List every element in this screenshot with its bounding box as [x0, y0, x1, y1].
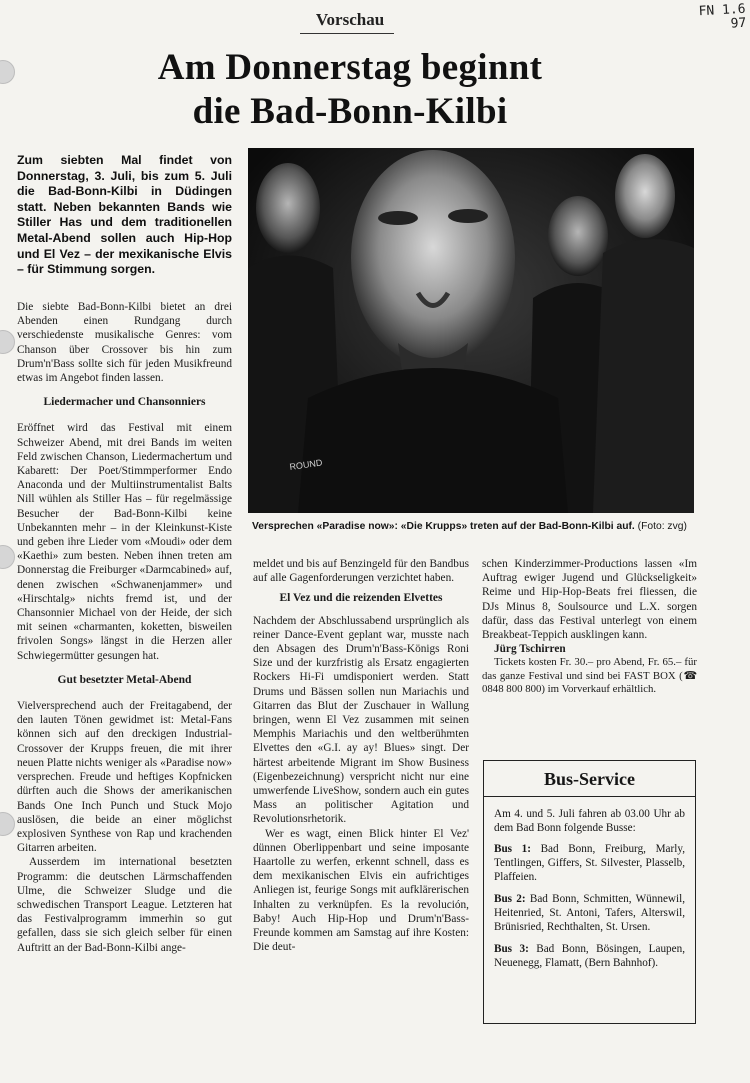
headline-line-2: die Bad-Bonn-Kilbi — [192, 91, 508, 132]
paragraph-metal-1: Vielversprechend auch der Freitagabend, der den lauten Tönen gewidmet ist: Metal-Fans können sich auf den dreckigen Industrial-Crossover der Krupps freuen, die mit ihrer neuen Platte nichts weniger als «Paradise now» versprechen. Freude und heftiges Kopfnicken dürften auch die Shows der amerikanischen Bands One Inch Punch und Stuck Mojo auslösen, die beide an einer möglichst explosiven Synthese von Rap und krachenden Gitarren arbeiten. — [17, 700, 232, 855]
bus-service-box — [483, 760, 696, 1024]
punch-hole — [0, 545, 15, 569]
bus-service-intro: Am 4. und 5. Juli fahren ab 03.00 Uhr ab dem Bad Bonn folgende Busse: — [494, 808, 685, 834]
section-kicker: Vorschau — [315, 10, 385, 29]
lead-paragraph: Zum siebten Mal findet von Donnerstag, 3. Juli, bis zum 5. Juli die Bad-Bonn-Kilbi in Düdingen statt. Neben bekannten Bands wie Stiller Has und dem traditionellen Metal-Abend sollen auch Hip-Hop und El Vez – der mexikanische Elvis – für Stimmung sorgen. — [17, 153, 232, 277]
column-1 — [17, 300, 232, 955]
paragraph-el-vez-1: Nachdem der Abschlussabend ursprünglich als reiner Dance-Event geplant war, musste nach den Absagen des Drum'n'Bass-Königs Roni Size und der kurzfristig als Ersatz engagierten Rockers Hi-Fi umdisponiert werden. Statt Drums und Bässen sollen nun Mariachis und Gitarren das Blut der Zuschauer in Wallung bringen, wenn El Vez zusammen mit seinen Memphis Mariachis und den weltberühmten Elvettes den «G.I. ay ay! Blues» singt. Der härtest arbeitende Migrant im Show Business (Eigenbezeichnung) verspricht nicht nur eine umwerfende LiveShow, sondern auch ein gutes Mass an politischer Agitation und Revolutionsrhetorik. — [253, 614, 469, 826]
caption-text: Versprechen «Paradise now»: «Die Krupps» treten auf der Bad-Bonn-Kilbi auf. — [252, 521, 635, 532]
paragraph-continued-3: schen Kinderzimmer-Productions lassen «Im Auftrag ewiger Jugend und Glückseligkeit» Reime und Hip-Hop-Beats frei fliessen, die DJs Minus 8, Soulsource und L.X. sorgen dafür, dass das Festival unterlegt von einem Breakbeat-Teppich ausklingen kann. — [482, 558, 697, 642]
punch-hole — [0, 812, 15, 836]
paragraph-metal-2: Ausserdem im international besetzten Programm: die deutschen Lärmschaffenden Ulme, die Schweizer Sludge und die schwedischen Transport League. Letzteren hat das Festivalprogramm immerhin so gut gefallen, dass sie sich gleich selber für einen Auftritt an der Bad-Bonn-Kilbi ange- — [17, 856, 232, 954]
paragraph-el-vez-2: Wer es wagt, einen Blick hinter El Vez' dünnen Oberlippenbart und seine imposante Haartolle zu werfen, erkennt schnell, dass es dem mexikanischen Elvis ein aufrichtiges Anliegen ist, feurige Songs mit aufklärerischen Inhalten zu verknüpfen. Es la revolución, Baby! Auch Hip-Hop und Drum'n'Bass-Freunde kommen am Samstag auf ihre Kosten: Die deut- — [253, 827, 469, 954]
bus-route-1 — [494, 842, 685, 884]
author-byline: Jürg Tschirren — [494, 643, 566, 656]
intro-paragraph: Die siebte Bad-Bonn-Kilbi bietet an drei Abenden einen Rundgang durch verschiedenste musikalische Genres: vom Chanson über Crossover bis hin zum Drum'n'Bass sollte sich für jeden Musikfreund etwas im Angebot finden lassen. — [17, 301, 232, 385]
kicker-underline — [300, 33, 394, 34]
handwritten-note: FN 1.6 97 — [698, 1, 747, 32]
headline-line-1: Am Donnerstag beginnt — [157, 47, 543, 88]
shirt-print-text: ROUND — [288, 457, 323, 472]
band-photo-graphic — [248, 148, 694, 513]
punch-hole — [0, 60, 15, 84]
bus-route-stops: Bad Bonn, Bösingen, Laupen, Neuenegg, Flamatt, (Bern Bahnhof). — [494, 943, 686, 969]
ticket-info: Tickets kosten Fr. 30.– pro Abend, Fr. 65.– für das ganze Festival und sind bei FAST BOX (☎ 0848 800 800) im Vorverkauf erhältlich. — [482, 656, 697, 695]
caption-credit: (Foto: zvg) — [637, 521, 687, 532]
subheading-el-vez: El Vez und die reizenden Elvettes — [279, 592, 443, 605]
column-2 — [253, 557, 469, 954]
punch-hole — [0, 330, 15, 354]
bus-route-label: Bus 3: — [494, 943, 529, 955]
bus-service-title: Bus-Service — [544, 769, 635, 789]
bus-route-stops: Bad Bonn, Freiburg, Marly, Tentlingen, Giffers, St. Silvester, Plasselb, Plaffeien. — [494, 843, 685, 883]
bus-route-2 — [494, 892, 685, 934]
subheading-metal: Gut besetzter Metal-Abend — [57, 673, 192, 686]
paragraph-liedermacher: Eröffnet wird das Festival mit einem Schweizer Abend, mit drei Bands im weiten Feld zwischen Chanson, Liedermachertum und Kabarett: Der Poet/Stimmperformer Endo Anaconda und der Multiinstrumentalist Balts Nill wühlen als Stiller Has – für regelmässige Besucher der Bad-Bonn-Kilbi keine Unbekannten mehr – in der Kleinkunst-Kiste und geben ihre Lieder vom «Moudi» oder dem «Kaethi» zum besten. Neben ihnen treten am Donnerstag die Freiburger «Darmcabined» auf, denen zwischen «Schwanenjammer» und «Hirschtalg» nichts fremd ist, und der Chansonnier Michael von der Heide, der sich mit seinen «charmanten, koketten, bisweilen frivolen Songs» längst in die Herzen aller Schwiegermütter gesungen hat. — [17, 422, 232, 662]
photo-caption — [252, 520, 697, 533]
column-3 — [482, 557, 697, 696]
headline — [60, 46, 640, 134]
bus-route-3 — [494, 942, 685, 970]
paragraph-continued: meldet und bis auf Benzingeld für den Bandbus auf alle Gagenforderungen verzichtet haben. — [253, 558, 469, 585]
bus-route-label: Bus 1: — [494, 843, 531, 855]
subheading-liedermacher: Liedermacher und Chansonniers — [43, 396, 206, 409]
bus-route-label: Bus 2: — [494, 893, 526, 905]
band-photo — [248, 148, 694, 513]
bus-service-rule — [484, 796, 695, 797]
bus-route-stops: Bad Bonn, Schmitten, Wünnewil, Heitenried, St. Antoni, Tafers, Alterswil, Brünisried, Rechthalten, St. Ursen. — [494, 893, 686, 933]
